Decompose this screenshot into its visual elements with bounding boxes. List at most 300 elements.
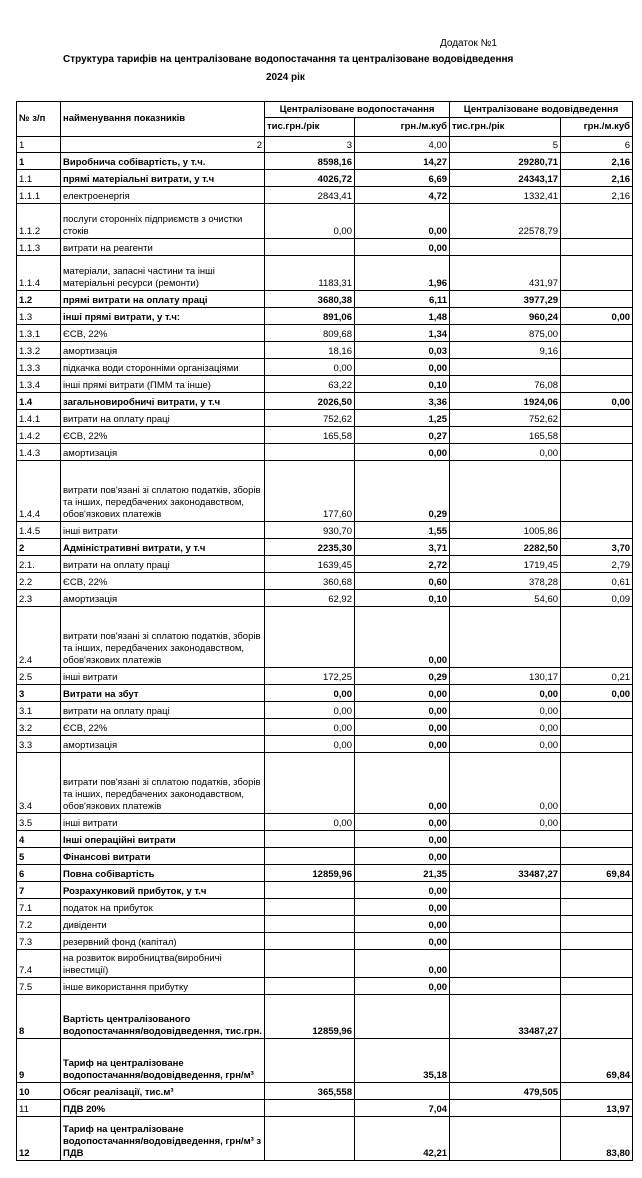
water-thousand-cell: [265, 933, 355, 950]
table-row: [17, 204, 633, 239]
water-thousand-cell: [265, 239, 355, 256]
row-number-cell: 1.4.5: [17, 522, 61, 539]
water-per-m3-cell: [355, 1083, 450, 1100]
row-number-cell: 7.2: [17, 916, 61, 933]
sewer-thousand-cell: [450, 933, 561, 950]
row-name-cell: електроенергія: [61, 187, 265, 204]
sewer-per-m3-cell: [561, 607, 633, 668]
index-cell-6: 6: [561, 137, 633, 153]
table-row: [17, 461, 633, 522]
header-sewer-thousand: тис.грн./рік: [450, 118, 561, 137]
water-thousand-cell: [265, 899, 355, 916]
row-number-cell: 1.4: [17, 393, 61, 410]
table-row: [17, 256, 633, 291]
row-name-cell: ПДВ 20%: [61, 1100, 265, 1117]
sewer-thousand-cell: 2282,50: [450, 539, 561, 556]
sewer-thousand-cell: 431,97: [450, 256, 561, 291]
row-name-cell: загальновиробничі витрати, у т.ч: [61, 393, 265, 410]
header-sewer-group: Централізоване водовідведення: [450, 102, 633, 118]
sewer-thousand-cell: 24343,17: [450, 170, 561, 187]
sewer-per-m3-cell: [561, 978, 633, 995]
water-thousand-cell: 8598,16: [265, 153, 355, 170]
table-row: [17, 950, 633, 978]
water-per-m3-cell: 0,00: [355, 444, 450, 461]
sewer-thousand-cell: 76,08: [450, 376, 561, 393]
sewer-thousand-cell: [450, 882, 561, 899]
table-row: [17, 556, 633, 573]
water-thousand-cell: [265, 882, 355, 899]
sewer-per-m3-cell: [561, 950, 633, 978]
row-number-cell: 1: [17, 153, 61, 170]
sewer-per-m3-cell: [561, 239, 633, 256]
sewer-per-m3-cell: 0,00: [561, 685, 633, 702]
table-row: [17, 291, 633, 308]
water-per-m3-cell: 3,71: [355, 539, 450, 556]
sewer-thousand-cell: 0,00: [450, 702, 561, 719]
water-per-m3-cell: 1,55: [355, 522, 450, 539]
row-number-cell: 8: [17, 995, 61, 1039]
table-row: [17, 685, 633, 702]
table-row: [17, 668, 633, 685]
sewer-per-m3-cell: 69,84: [561, 1039, 633, 1083]
water-thousand-cell: 18,16: [265, 342, 355, 359]
sewer-per-m3-cell: [561, 753, 633, 814]
sewer-thousand-cell: 752,62: [450, 410, 561, 427]
table-row: [17, 539, 633, 556]
water-thousand-cell: 12859,96: [265, 995, 355, 1039]
table-row: [17, 865, 633, 882]
water-per-m3-cell: 0,03: [355, 342, 450, 359]
water-thousand-cell: 0,00: [265, 719, 355, 736]
row-number-cell: 2.5: [17, 668, 61, 685]
row-name-cell: резервний фонд (капітал): [61, 933, 265, 950]
row-number-cell: 1.3.3: [17, 359, 61, 376]
water-thousand-cell: 62,92: [265, 590, 355, 607]
water-per-m3-cell: 21,35: [355, 865, 450, 882]
row-name-cell: інше використання прибутку: [61, 978, 265, 995]
row-name-cell: Адміністративні витрати, у т.ч: [61, 539, 265, 556]
table-row: [17, 359, 633, 376]
water-per-m3-cell: 0,10: [355, 376, 450, 393]
table-row: [17, 308, 633, 325]
table-row: [17, 995, 633, 1039]
table-row: [17, 1083, 633, 1100]
water-per-m3-cell: 0,00: [355, 882, 450, 899]
water-per-m3-cell: 0,00: [355, 719, 450, 736]
sewer-per-m3-cell: 0,21: [561, 668, 633, 685]
sewer-per-m3-cell: 2,16: [561, 170, 633, 187]
row-number-cell: 1.1.1: [17, 187, 61, 204]
table-row: [17, 702, 633, 719]
sewer-thousand-cell: 0,00: [450, 719, 561, 736]
row-name-cell: Тариф на централізоване водопостачання/водовідведення, грн/м³: [61, 1039, 265, 1083]
row-name-cell: Фінансові витрати: [61, 848, 265, 865]
row-name-cell: послуги сторонніх підприємств з очистки стоків: [61, 204, 265, 239]
water-per-m3-cell: 0,00: [355, 831, 450, 848]
sewer-per-m3-cell: [561, 1083, 633, 1100]
water-thousand-cell: 1639,45: [265, 556, 355, 573]
table-row: [17, 427, 633, 444]
header-name: найменування показників: [61, 102, 265, 137]
water-per-m3-cell: 0,27: [355, 427, 450, 444]
water-per-m3-cell: 0,00: [355, 736, 450, 753]
table-row: [17, 393, 633, 410]
row-name-cell: витрати на оплату праці: [61, 556, 265, 573]
water-per-m3-cell: 6,69: [355, 170, 450, 187]
row-name-cell: амортизація: [61, 444, 265, 461]
row-name-cell: інші витрати: [61, 668, 265, 685]
water-thousand-cell: 365,558: [265, 1083, 355, 1100]
table-row: [17, 753, 633, 814]
sewer-per-m3-cell: 83,80: [561, 1117, 633, 1161]
row-name-cell: амортизація: [61, 590, 265, 607]
sewer-per-m3-cell: [561, 410, 633, 427]
water-thousand-cell: [265, 1039, 355, 1083]
sewer-per-m3-cell: [561, 291, 633, 308]
table-row: [17, 607, 633, 668]
sewer-per-m3-cell: [561, 325, 633, 342]
water-per-m3-cell: 0,00: [355, 814, 450, 831]
table-row: [17, 933, 633, 950]
sewer-per-m3-cell: [561, 461, 633, 522]
water-thousand-cell: 63,22: [265, 376, 355, 393]
water-per-m3-cell: 0,00: [355, 753, 450, 814]
water-per-m3-cell: 0,60: [355, 573, 450, 590]
water-per-m3-cell: 0,29: [355, 668, 450, 685]
water-per-m3-cell: 1,34: [355, 325, 450, 342]
sewer-thousand-cell: 29280,71: [450, 153, 561, 170]
sewer-per-m3-cell: [561, 256, 633, 291]
sewer-per-m3-cell: [561, 831, 633, 848]
table-row: [17, 831, 633, 848]
sewer-per-m3-cell: 0,61: [561, 573, 633, 590]
sewer-thousand-cell: 0,00: [450, 736, 561, 753]
sewer-thousand-cell: 130,17: [450, 668, 561, 685]
water-per-m3-cell: 0,29: [355, 461, 450, 522]
water-per-m3-cell: 35,18: [355, 1039, 450, 1083]
water-thousand-cell: 4026,72: [265, 170, 355, 187]
sewer-per-m3-cell: [561, 427, 633, 444]
water-per-m3-cell: 0,10: [355, 590, 450, 607]
row-number-cell: 1.1.3: [17, 239, 61, 256]
row-number-cell: 3.2: [17, 719, 61, 736]
water-per-m3-cell: 0,00: [355, 685, 450, 702]
water-per-m3-cell: 14,27: [355, 153, 450, 170]
row-name-cell: амортизація: [61, 736, 265, 753]
row-number-cell: 11: [17, 1100, 61, 1117]
tariff-table-body: [17, 102, 633, 1161]
water-thousand-cell: [265, 916, 355, 933]
header-water-thousand: тис.грн./рік: [265, 118, 355, 137]
row-number-cell: 10: [17, 1083, 61, 1100]
sewer-per-m3-cell: [561, 702, 633, 719]
water-per-m3-cell: 0,00: [355, 916, 450, 933]
water-per-m3-cell: 4,72: [355, 187, 450, 204]
sewer-per-m3-cell: 69,84: [561, 865, 633, 882]
sewer-thousand-cell: [450, 461, 561, 522]
table-row: [17, 170, 633, 187]
water-per-m3-cell: 0,00: [355, 204, 450, 239]
sewer-thousand-cell: 1719,45: [450, 556, 561, 573]
row-name-cell: ЄСВ, 22%: [61, 325, 265, 342]
water-per-m3-cell: 42,21: [355, 1117, 450, 1161]
sewer-thousand-cell: [450, 239, 561, 256]
sewer-thousand-cell: 54,60: [450, 590, 561, 607]
water-thousand-cell: 0,00: [265, 736, 355, 753]
table-row: [17, 899, 633, 916]
water-thousand-cell: [265, 607, 355, 668]
index-cell-3: 3: [265, 137, 355, 153]
sewer-per-m3-cell: 13,97: [561, 1100, 633, 1117]
row-name-cell: Тариф на централізоване водопостачання/водовідведення, грн/м³ з ПДВ: [61, 1117, 265, 1161]
row-name-cell: прямі матеріальні витрати, у т.ч: [61, 170, 265, 187]
sewer-per-m3-cell: [561, 444, 633, 461]
row-number-cell: 7.3: [17, 933, 61, 950]
water-thousand-cell: 177,60: [265, 461, 355, 522]
water-thousand-cell: [265, 753, 355, 814]
sewer-per-m3-cell: [561, 933, 633, 950]
water-thousand-cell: [265, 978, 355, 995]
sewer-per-m3-cell: 2,16: [561, 187, 633, 204]
row-number-cell: 2.3: [17, 590, 61, 607]
water-thousand-cell: 0,00: [265, 814, 355, 831]
sewer-per-m3-cell: [561, 204, 633, 239]
sewer-thousand-cell: [450, 1117, 561, 1161]
sewer-thousand-cell: [450, 978, 561, 995]
water-thousand-cell: [265, 1100, 355, 1117]
water-per-m3-cell: 1,48: [355, 308, 450, 325]
sewer-thousand-cell: 33487,27: [450, 865, 561, 882]
tariff-table: [16, 101, 633, 1161]
sewer-per-m3-cell: [561, 882, 633, 899]
water-per-m3-cell: 0,00: [355, 848, 450, 865]
header-water-per-m3: грн./м.куб: [355, 118, 450, 137]
sewer-thousand-cell: [450, 1100, 561, 1117]
row-number-cell: 1.3: [17, 308, 61, 325]
sewer-thousand-cell: 0,00: [450, 753, 561, 814]
row-name-cell: ЄСВ, 22%: [61, 573, 265, 590]
row-number-cell: 1.1: [17, 170, 61, 187]
sewer-per-m3-cell: 2,16: [561, 153, 633, 170]
sewer-thousand-cell: [450, 848, 561, 865]
water-per-m3-cell: 6,11: [355, 291, 450, 308]
sewer-thousand-cell: 378,28: [450, 573, 561, 590]
water-thousand-cell: 0,00: [265, 204, 355, 239]
sewer-per-m3-cell: [561, 736, 633, 753]
row-number-cell: 1.1.2: [17, 204, 61, 239]
sewer-thousand-cell: 960,24: [450, 308, 561, 325]
sewer-thousand-cell: [450, 899, 561, 916]
row-number-cell: 1.3.1: [17, 325, 61, 342]
sewer-per-m3-cell: [561, 899, 633, 916]
water-thousand-cell: 0,00: [265, 359, 355, 376]
row-name-cell: інші прямі витрати (ПММ та інше): [61, 376, 265, 393]
water-thousand-cell: [265, 1117, 355, 1161]
sewer-thousand-cell: 1924,06: [450, 393, 561, 410]
sewer-thousand-cell: [450, 607, 561, 668]
water-thousand-cell: [265, 848, 355, 865]
water-per-m3-cell: 0,00: [355, 933, 450, 950]
row-name-cell: витрати пов'язані зі сплатою податків, зборів та інших, передбачених законодавством, обов'язкових платежів: [61, 461, 265, 522]
row-name-cell: витрати пов'язані зі сплатою податків, зборів та інших, передбачених законодавством, обов'язкових платежів: [61, 753, 265, 814]
water-thousand-cell: 0,00: [265, 702, 355, 719]
water-per-m3-cell: 7,04: [355, 1100, 450, 1117]
sewer-thousand-cell: [450, 1039, 561, 1083]
water-per-m3-cell: 0,00: [355, 899, 450, 916]
water-per-m3-cell: 2,72: [355, 556, 450, 573]
water-thousand-cell: 3680,38: [265, 291, 355, 308]
row-number-cell: 3.1: [17, 702, 61, 719]
sewer-thousand-cell: 0,00: [450, 685, 561, 702]
row-name-cell: Повна собівартість: [61, 865, 265, 882]
sewer-thousand-cell: 9,16: [450, 342, 561, 359]
row-name-cell: витрати пов'язані зі сплатою податків, зборів та інших, передбачених законодавством, обов'язкових платежів: [61, 607, 265, 668]
table-row: [17, 1100, 633, 1117]
row-number-cell: 12: [17, 1117, 61, 1161]
sewer-thousand-cell: 33487,27: [450, 995, 561, 1039]
header-sewer-per-m3: грн./м.куб: [561, 118, 633, 137]
row-name-cell: витрати на реагенти: [61, 239, 265, 256]
sewer-per-m3-cell: 0,00: [561, 308, 633, 325]
row-name-cell: дивіденти: [61, 916, 265, 933]
water-thousand-cell: 752,62: [265, 410, 355, 427]
table-row: [17, 719, 633, 736]
sewer-per-m3-cell: [561, 522, 633, 539]
row-name-cell: інші витрати: [61, 522, 265, 539]
sewer-per-m3-cell: 0,09: [561, 590, 633, 607]
row-name-cell: підкачка води сторонніми організаціями: [61, 359, 265, 376]
water-thousand-cell: 930,70: [265, 522, 355, 539]
water-per-m3-cell: 0,00: [355, 978, 450, 995]
row-name-cell: податок на прибуток: [61, 899, 265, 916]
sewer-thousand-cell: 0,00: [450, 814, 561, 831]
row-number-cell: 3.4: [17, 753, 61, 814]
water-per-m3-cell: 0,00: [355, 702, 450, 719]
table-row: [17, 342, 633, 359]
row-number-cell: 5: [17, 848, 61, 865]
sewer-per-m3-cell: [561, 719, 633, 736]
row-number-cell: 1.4.4: [17, 461, 61, 522]
title-year: 2024 рік: [266, 72, 305, 83]
water-thousand-cell: 2026,50: [265, 393, 355, 410]
row-name-cell: прямі витрати на оплату праці: [61, 291, 265, 308]
table-row: [17, 978, 633, 995]
row-number-cell: 4: [17, 831, 61, 848]
sewer-thousand-cell: [450, 916, 561, 933]
row-number-cell: 3.5: [17, 814, 61, 831]
row-number-cell: 1.4.3: [17, 444, 61, 461]
water-thousand-cell: 12859,96: [265, 865, 355, 882]
row-name-cell: амортизація: [61, 342, 265, 359]
table-row: [17, 590, 633, 607]
row-number-cell: 2.4: [17, 607, 61, 668]
water-thousand-cell: 172,25: [265, 668, 355, 685]
row-name-cell: Вартість централізованого водопостачання/водовідведення, тис.грн.: [61, 995, 265, 1039]
header-row-1: [17, 102, 633, 118]
index-cell-2: 2: [61, 137, 265, 153]
row-name-cell: Розрахунковий прибуток, у т.ч: [61, 882, 265, 899]
water-thousand-cell: 809,68: [265, 325, 355, 342]
sewer-per-m3-cell: [561, 814, 633, 831]
row-number-cell: 2: [17, 539, 61, 556]
row-number-cell: 1.3.4: [17, 376, 61, 393]
table-row: [17, 736, 633, 753]
sewer-per-m3-cell: [561, 342, 633, 359]
sewer-thousand-cell: 479,505: [450, 1083, 561, 1100]
sewer-per-m3-cell: [561, 376, 633, 393]
water-thousand-cell: [265, 950, 355, 978]
row-name-cell: інші витрати: [61, 814, 265, 831]
row-number-cell: 3.3: [17, 736, 61, 753]
sewer-per-m3-cell: 0,00: [561, 393, 633, 410]
sewer-thousand-cell: 0,00: [450, 444, 561, 461]
row-name-cell: інші прямі витрати, у т.ч:: [61, 308, 265, 325]
row-number-cell: 7.5: [17, 978, 61, 995]
row-name-cell: ЄСВ, 22%: [61, 719, 265, 736]
row-name-cell: Виробнича собівартість, у т.ч.: [61, 153, 265, 170]
water-thousand-cell: [265, 444, 355, 461]
row-name-cell: витрати на оплату праці: [61, 702, 265, 719]
addendum-label: Додаток №1: [440, 38, 497, 49]
water-per-m3-cell: 1,96: [355, 256, 450, 291]
row-number-cell: 2.2: [17, 573, 61, 590]
table-row: [17, 848, 633, 865]
index-cell-4: 4,00: [355, 137, 450, 153]
row-name-cell: Витрати на збут: [61, 685, 265, 702]
water-per-m3-cell: 0,00: [355, 607, 450, 668]
row-number-cell: 7: [17, 882, 61, 899]
table-row: [17, 522, 633, 539]
table-row: [17, 153, 633, 170]
water-per-m3-cell: [355, 995, 450, 1039]
water-per-m3-cell: 0,00: [355, 239, 450, 256]
table-row: [17, 187, 633, 204]
sewer-thousand-cell: [450, 359, 561, 376]
sewer-thousand-cell: 1332,41: [450, 187, 561, 204]
water-per-m3-cell: 0,00: [355, 950, 450, 978]
table-row: [17, 916, 633, 933]
table-row: [17, 325, 633, 342]
row-name-cell: на розвиток виробництва(виробничі інвестиції): [61, 950, 265, 978]
table-row: [17, 814, 633, 831]
index-cell-5: 5: [450, 137, 561, 153]
water-thousand-cell: 1183,31: [265, 256, 355, 291]
sewer-per-m3-cell: [561, 359, 633, 376]
water-per-m3-cell: 3,36: [355, 393, 450, 410]
row-number-cell: 3: [17, 685, 61, 702]
row-number-cell: 7.4: [17, 950, 61, 978]
water-thousand-cell: 2843,41: [265, 187, 355, 204]
row-number-cell: 7.1: [17, 899, 61, 916]
water-thousand-cell: 165,58: [265, 427, 355, 444]
table-row: [17, 1039, 633, 1083]
sewer-per-m3-cell: [561, 916, 633, 933]
table-row: [17, 1117, 633, 1161]
water-per-m3-cell: 1,25: [355, 410, 450, 427]
row-number-cell: 1.3.2: [17, 342, 61, 359]
sewer-thousand-cell: [450, 950, 561, 978]
row-number-cell: 1.2: [17, 291, 61, 308]
sewer-per-m3-cell: 2,79: [561, 556, 633, 573]
water-thousand-cell: 0,00: [265, 685, 355, 702]
row-number-cell: 1.4.1: [17, 410, 61, 427]
sewer-per-m3-cell: [561, 995, 633, 1039]
header-no: № з/п: [17, 102, 61, 137]
row-number-cell: 1.1.4: [17, 256, 61, 291]
row-number-cell: 6: [17, 865, 61, 882]
sewer-thousand-cell: [450, 831, 561, 848]
index-row: [17, 137, 633, 153]
